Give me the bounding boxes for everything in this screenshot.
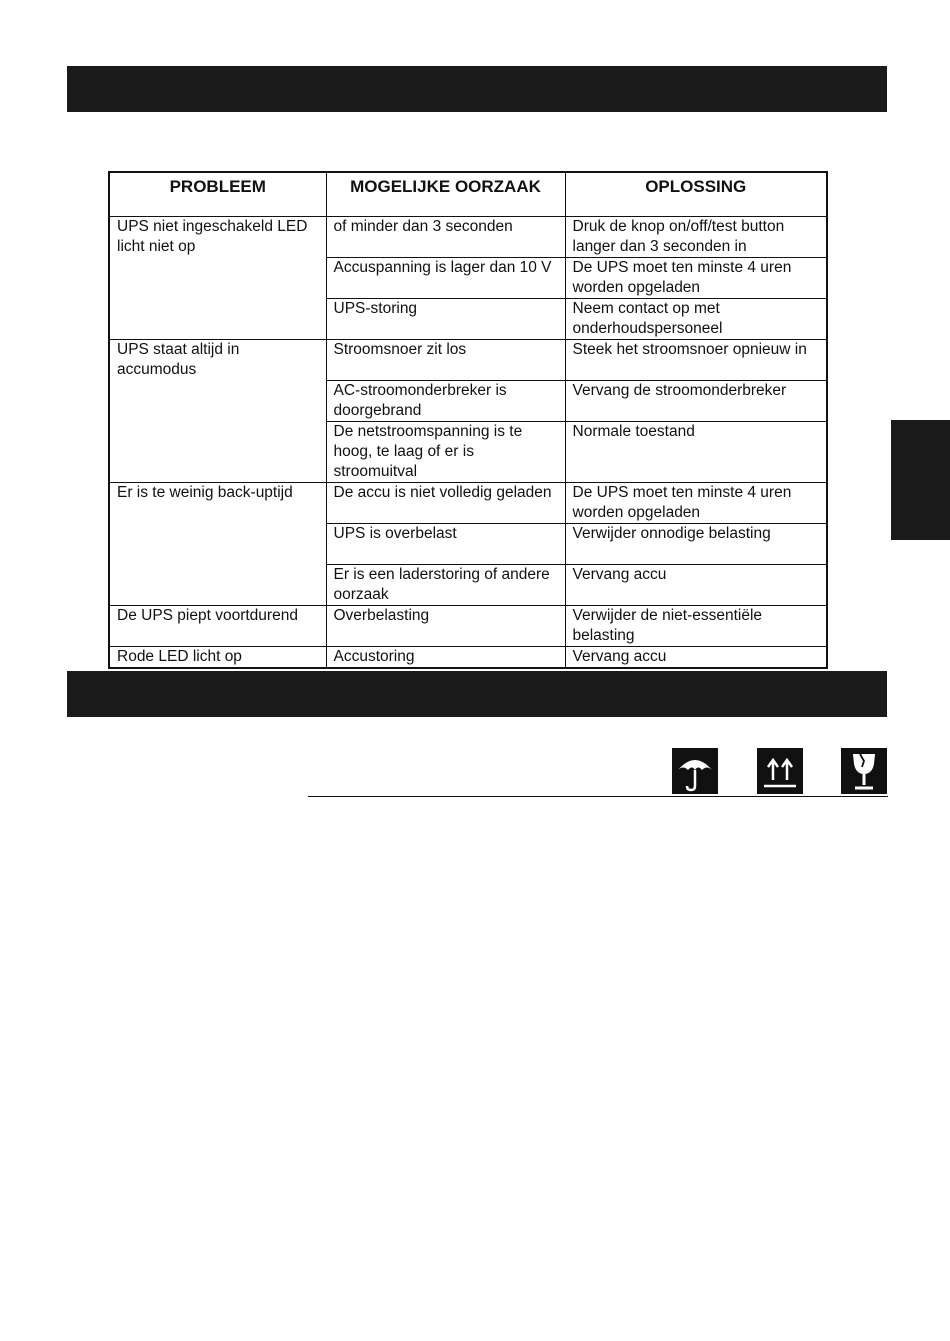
cause-cell: Accustoring xyxy=(326,646,565,668)
solution-cell: Neem contact op met onderhoudspersoneel xyxy=(565,298,827,339)
umbrella-icon xyxy=(672,748,718,794)
cause-cell: of minder dan 3 seconden xyxy=(326,216,565,257)
table-row xyxy=(109,605,827,646)
solution-cell: De UPS moet ten minste 4 uren worden opgeladen xyxy=(565,257,827,298)
table-row xyxy=(109,216,827,257)
cause-cell: AC-stroomonderbreker is doorgebrand xyxy=(326,380,565,421)
table-row xyxy=(109,339,827,380)
cause-cell: UPS is overbelast xyxy=(326,523,565,564)
solution-cell: Druk de knop on/off/test button langer dan 3 seconden in xyxy=(565,216,827,257)
cause-cell: UPS-storing xyxy=(326,298,565,339)
side-tab-marker xyxy=(891,420,950,540)
this-way-up-icon xyxy=(757,748,803,794)
column-header-problem: PROBLEEM xyxy=(109,172,326,216)
column-header-solution: OPLOSSING xyxy=(565,172,827,216)
cause-cell: De netstroomspanning is te hoog, te laag of er is stroomuitval xyxy=(326,421,565,482)
problem-cell: UPS niet ingeschakeld LED licht niet op xyxy=(109,216,326,339)
solution-cell: Normale toestand xyxy=(565,421,827,482)
table-row xyxy=(109,646,827,668)
cause-cell: Er is een laderstoring of andere oorzaak xyxy=(326,564,565,605)
solution-cell: Verwijder de niet-essentiële belasting xyxy=(565,605,827,646)
cause-cell: De accu is niet volledig geladen xyxy=(326,482,565,523)
cause-cell: Accuspanning is lager dan 10 V xyxy=(326,257,565,298)
solution-cell: Vervang accu xyxy=(565,564,827,605)
column-header-cause: MOGELIJKE OORZAAK xyxy=(326,172,565,216)
section-header-bar-storage xyxy=(67,671,887,717)
solution-cell: De UPS moet ten minste 4 uren worden opgeladen xyxy=(565,482,827,523)
problem-cell: Rode LED licht op xyxy=(109,646,326,668)
troubleshooting-table xyxy=(108,171,828,669)
cause-cell: Stroomsnoer zit los xyxy=(326,339,565,380)
solution-cell: Vervang de stroomonderbreker xyxy=(565,380,827,421)
problem-cell: Er is te weinig back-uptijd xyxy=(109,482,326,605)
table-row xyxy=(109,482,827,523)
divider-line xyxy=(308,796,888,797)
solution-cell: Steek het stroomsnoer opnieuw in xyxy=(565,339,827,380)
problem-cell: De UPS piept voortdurend xyxy=(109,605,326,646)
solution-cell: Verwijder onnodige belasting xyxy=(565,523,827,564)
section-header-bar-troubleshooting xyxy=(67,66,887,112)
solution-cell: Vervang accu xyxy=(565,646,827,668)
fragile-glass-icon xyxy=(841,748,887,794)
table-header-row xyxy=(109,172,827,216)
problem-cell: UPS staat altijd in accumodus xyxy=(109,339,326,482)
cause-cell: Overbelasting xyxy=(326,605,565,646)
